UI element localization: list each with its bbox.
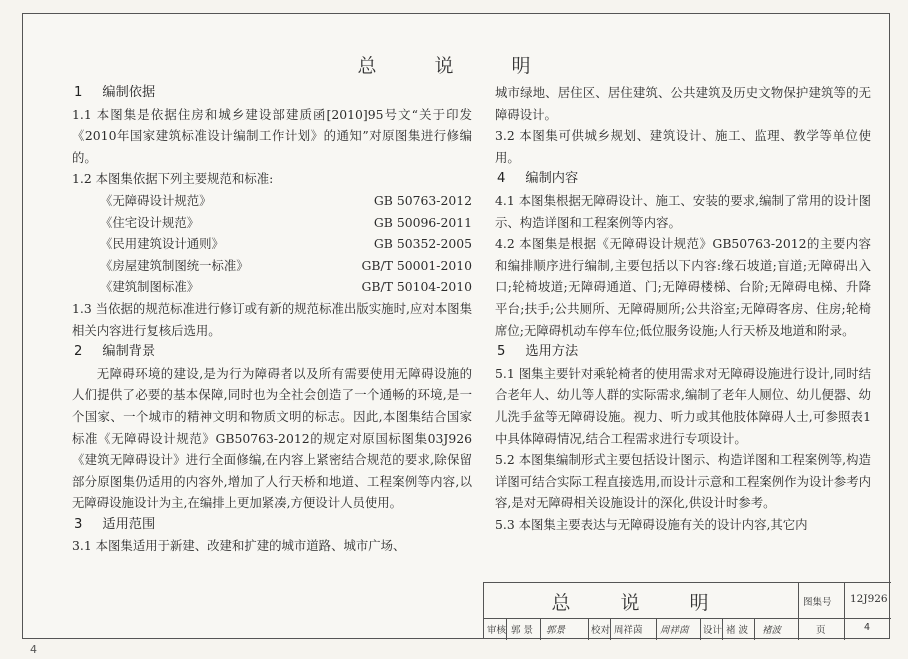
reviewer-name: 郭 景 bbox=[511, 625, 534, 636]
standard-item: 《民用建筑设计通则》 GB 50352-2005 bbox=[100, 236, 472, 252]
para-1-3: 1.3 当依据的规范标准进行修订或有新的规范标准出版实施时,应对本图集相关内容进行复核后选用。 bbox=[72, 300, 472, 338]
para-5-1: 5.1 图集主要针对乘轮椅者的使用需求对无障碍设施进行设计,同时结合老年人、幼儿等人群的实际需求,编制了老年人厕位、幼儿便器、幼儿洗手盆等无障碍设施。视力、听力或其他肢体障碍人士,可参照表1中具体障碍情况,结合工程需求进行专项设计。 bbox=[495, 365, 871, 446]
para-5-3: 5.3 本图集主要表达与无障碍设施有关的设计内容,其它内 bbox=[495, 516, 808, 532]
page-title: 总 说 明 bbox=[357, 55, 557, 77]
title-block-signature-row bbox=[484, 618, 891, 640]
right-column bbox=[495, 82, 871, 535]
page-number: 4 bbox=[864, 622, 871, 633]
check-label: 校对 bbox=[591, 625, 611, 636]
section-3-heading: 3 适用范围 bbox=[74, 516, 156, 532]
outer-page-number: 4 bbox=[30, 643, 37, 656]
standard-item: 《建筑制图标准》 GB/T 50104-2010 bbox=[100, 279, 472, 295]
standard-item: 《无障碍设计规范》 GB 50763-2012 bbox=[100, 192, 472, 208]
para-3-2: 3.2 本图集可供城乡规划、建筑设计、施工、监理、教学等单位使用。 bbox=[495, 128, 871, 165]
para-1-2: 1.2 本图集依据下列主要规范和标准: bbox=[72, 171, 274, 187]
designer-signature: 褚波 bbox=[762, 625, 782, 636]
section-1-heading: 1 编制依据 bbox=[74, 85, 156, 100]
para-5-2: 5.2 本图集编制形式主要包括设计图示、构造详图和工程案例等,构造详图可结合实际工程直接选用,而设计示意和工程案例作为设计参考内容,是对无障碍相关设施设计的深化,供设计时参考。 bbox=[495, 452, 871, 511]
standard-item: 《房屋建筑制图统一标准》 GB/T 50001-2010 bbox=[100, 257, 472, 273]
atlas-number-label: 图集号 bbox=[803, 597, 832, 608]
title-block-top-row bbox=[484, 583, 891, 619]
designer-name: 褚 波 bbox=[726, 625, 749, 636]
para-1-1: 1.1 本图集是依据住房和城乡建设部建质函[2010]95号文“关于印发《2010年国家建筑标准设计编制工作计划》的通知”对原图集进行修编的。 bbox=[72, 106, 472, 165]
checker-name: 周祥茵 bbox=[614, 625, 643, 636]
para-3-1-continued: 城市绿地、居住区、居住建筑、公共建筑及历史文物保护建筑等的无障碍设计。 bbox=[495, 85, 871, 122]
para-2: 无障碍环境的建设,是为行为障碍者以及所有需要使用无障碍设施的人们提供了必要的基本保障,同时也为全社会创造了一个通畅的环境,是一个国家、一个城市的精神文明和物质文明的标志。因此,本图集结合国家标准《无障碍设计规范》GB50763-2012的规定对原国标图集03J926《建筑无障碍设计》进行全面修编,在内容上紧密结合规范的要求,除保留部分原图集仍适用的内容外,增加了人行天桥和地道、工程案例等内容,以无障碍设施设计为主,在编排上更加紧凑,方便设计人员使用。 bbox=[72, 365, 472, 511]
section-4-heading: 4 编制内容 bbox=[497, 171, 579, 187]
section-2-heading: 2 编制背景 bbox=[74, 344, 156, 360]
checker-signature: 周祥茵 bbox=[660, 625, 689, 636]
title-block-title: 总 说 明 bbox=[551, 592, 731, 614]
design-label: 设计 bbox=[703, 625, 723, 636]
para-4-2: 4.2 本图集是根据《无障碍设计规范》GB50763-2012的主要内容和编排顺序进行编制,主要包括以下内容:缘石坡道;盲道;无障碍出入口;轮椅坡道;无障碍通道、门;无障碍楼梯、台阶;无障碍电梯、升降平台;扶手;公共厕所、无障碍厕所;公共浴室;无障碍客房、住房;轮椅席位;无障碍机动车停车位;低位服务设施;人行天桥及地道和附录。 bbox=[495, 236, 871, 338]
reviewer-signature: 郭景 bbox=[546, 625, 566, 636]
para-4-1: 4.1 本图集根据无障碍设计、施工、安装的要求,编制了常用的设计图示、构造详图和工程案例等内容。 bbox=[495, 192, 871, 230]
standards-list bbox=[72, 190, 472, 298]
para-3-1: 3.1 本图集适用于新建、改建和扩建的城市道路、城市广场、 bbox=[72, 538, 406, 554]
drawing-sheet bbox=[22, 13, 890, 639]
page-label: 页 bbox=[816, 625, 826, 636]
section-5-heading: 5 选用方法 bbox=[497, 344, 579, 360]
title-block bbox=[483, 582, 891, 639]
review-label: 审核 bbox=[487, 625, 507, 636]
left-column bbox=[72, 82, 472, 557]
atlas-number: 12J926 bbox=[850, 593, 888, 605]
standard-item: 《住宅设计规范》 GB 50096-2011 bbox=[100, 214, 472, 230]
